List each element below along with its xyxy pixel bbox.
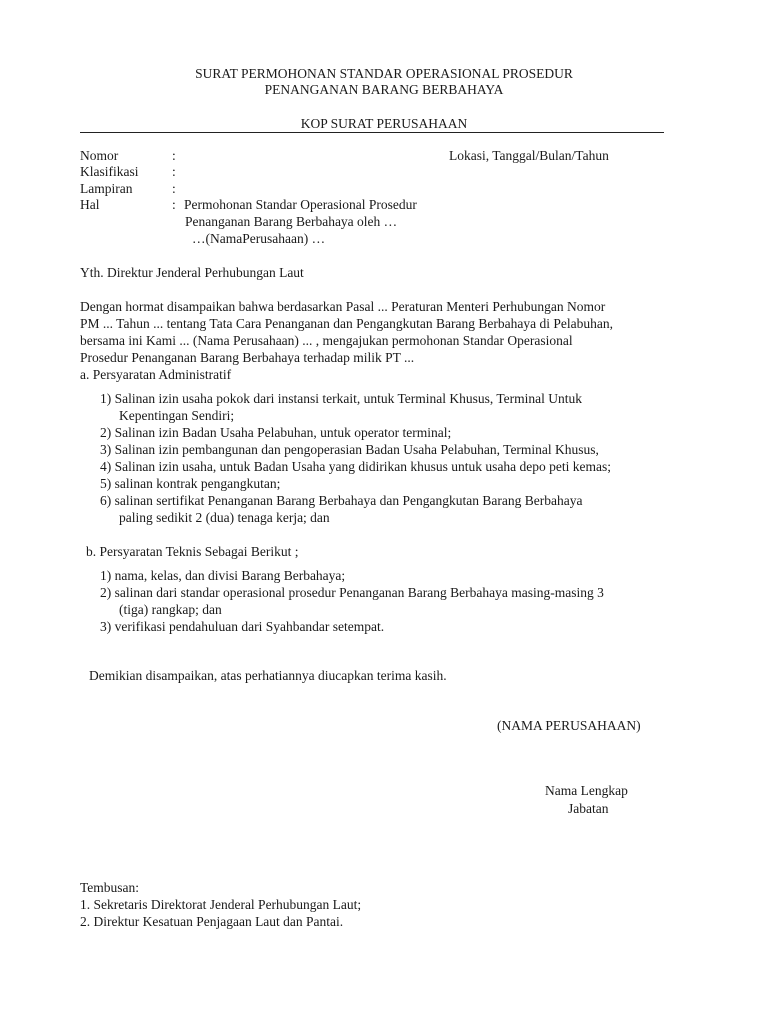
signer-position: Jabatan [568, 801, 609, 816]
section-a-item-1: 1) Salinan izin usaha pokok dari instansi terkait, untuk Terminal Khusus, Terminal Untuk [100, 391, 583, 406]
letterhead-divider [80, 132, 664, 133]
field-colon-nomor: : [172, 148, 176, 163]
intro-line-2: PM ... Tahun ... tentang Tata Cara Penanganan dan Pengangkutan Barang Berbahaya di Pelabuhan, [80, 316, 613, 331]
cc-item-2: 2. Direktur Kesatuan Penjagaan Laut dan Pantai. [80, 914, 344, 929]
section-a-heading: a. Persyaratan Administratif [80, 367, 232, 382]
field-label-lampiran: Lampiran [80, 181, 133, 196]
section-b-heading: b. Persyaratan Teknis Sebagai Berikut ; [86, 544, 299, 559]
section-a-item-2: 2) Salinan izin Badan Usaha Pelabuhan, untuk operator terminal; [100, 425, 452, 440]
location-date: Lokasi, Tanggal/Bulan/Tahun [449, 148, 609, 163]
section-a-item-6: 6) salinan sertifikat Penanganan Barang Berbahaya dan Pengangkutan Barang Berbahaya [100, 493, 583, 508]
document-title-line-1: SURAT PERMOHONAN STANDAR OPERASIONAL PROSEDUR [195, 66, 573, 81]
field-label-hal: Hal [80, 197, 100, 212]
field-label-klasifikasi: Klasifikasi [80, 164, 139, 179]
section-b-item-2: 2) salinan dari standar operasional prosedur Penanganan Barang Berbahaya masing-masing 3 [100, 585, 604, 600]
document-title-line-2: PENANGANAN BARANG BERBAHAYA [264, 82, 504, 97]
field-label-nomor: Nomor [80, 148, 119, 163]
intro-line-3: bersama ini Kami ... (Nama Perusahaan) ... , mengajukan permohonan Standar Operasional [80, 333, 573, 348]
cc-item-1: 1. Sekretaris Direktorat Jenderal Perhubungan Laut; [80, 897, 362, 912]
field-colon-klasifikasi: : [172, 164, 176, 179]
addressee: Yth. Direktur Jenderal Perhubungan Laut [80, 265, 304, 280]
cc-heading: Tembusan: [80, 880, 140, 895]
section-a-item-4: 4) Salinan izin usaha, untuk Badan Usaha yang didirikan khusus untuk usaha depo peti kemas; [100, 459, 612, 474]
intro-line-1: Dengan hormat disampaikan bahwa berdasarkan Pasal ... Peraturan Menteri Perhubungan Nomor [80, 299, 606, 314]
letterhead-placeholder: KOP SURAT PERUSAHAAN [300, 116, 468, 131]
signer-name: Nama Lengkap [545, 783, 628, 798]
section-a-item-5: 5) salinan kontrak pengangkutan; [100, 476, 281, 491]
section-a-item-1-cont: Kepentingan Sendiri; [119, 408, 235, 423]
field-colon-lampiran: : [172, 181, 176, 196]
intro-line-4: Prosedur Penanganan Barang Berbahaya terhadap milik PT ... [80, 350, 415, 365]
section-b-item-1: 1) nama, kelas, dan divisi Barang Berbahaya; [100, 568, 346, 583]
section-b-item-2-cont: (tiga) rangkap; dan [119, 602, 222, 617]
field-value-hal: Permohonan Standar Operasional Prosedur [184, 197, 417, 212]
section-a-item-6-cont: paling sedikit 2 (dua) tenaga kerja; dan [119, 510, 330, 525]
company-name: (NAMA PERUSAHAAN) [497, 718, 641, 733]
field-value-hal-cont-2: …(NamaPerusahaan) … [192, 231, 326, 246]
closing-sentence: Demikian disampaikan, atas perhatiannya diucapkan terima kasih. [89, 668, 447, 683]
section-b-item-3: 3) verifikasi pendahuluan dari Syahbandar setempat. [100, 619, 385, 634]
section-a-item-3: 3) Salinan izin pembangunan dan pengoperasian Badan Usaha Pelabuhan, Terminal Khusus, [100, 442, 599, 457]
field-colon-hal: : [172, 197, 176, 212]
field-value-hal-cont-1: Penanganan Barang Berbahaya oleh … [185, 214, 398, 229]
